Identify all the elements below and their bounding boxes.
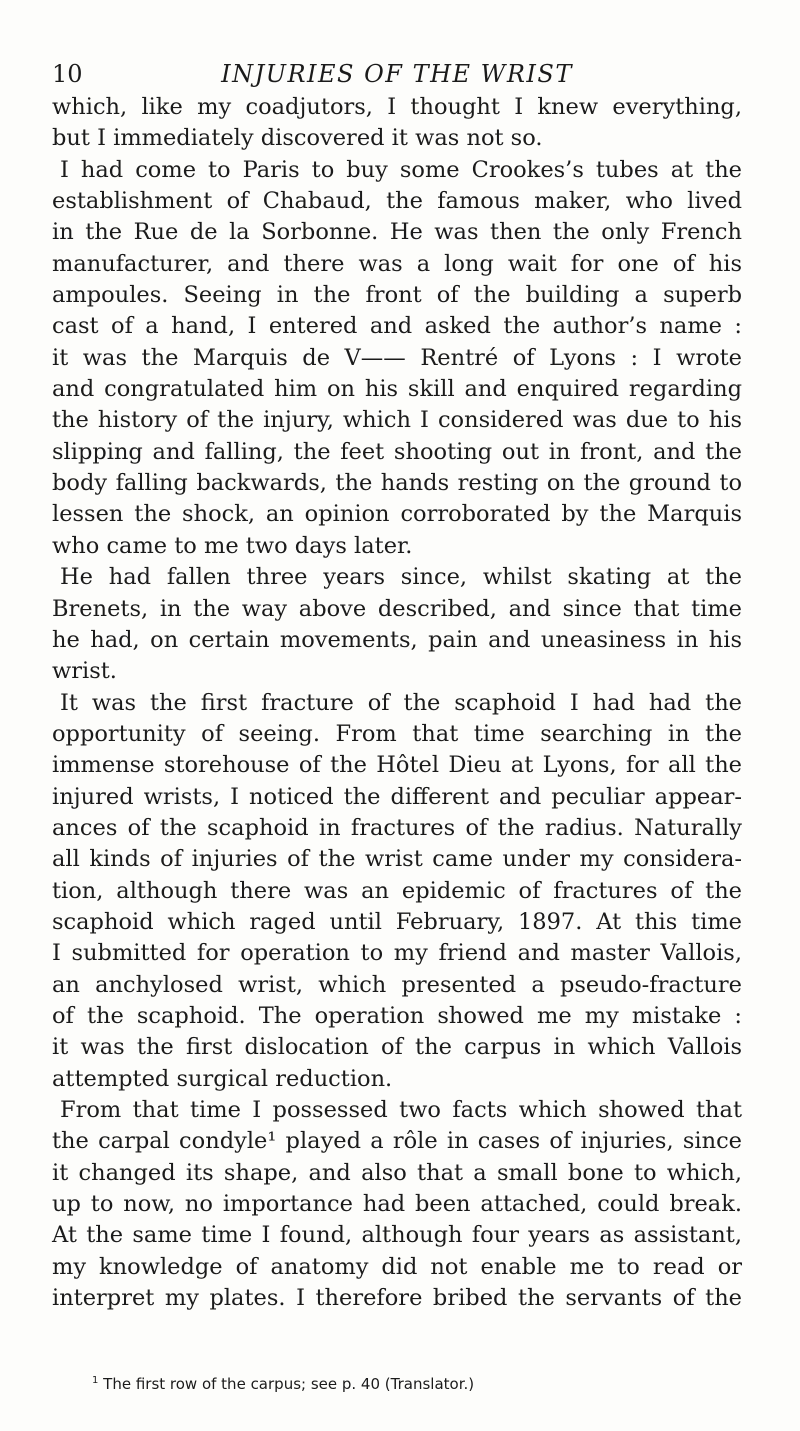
text-line: manufacturer, and there was a long wait for one of his xyxy=(52,250,742,277)
text-line: scaphoid which raged until February, 1897. At this time xyxy=(52,908,742,935)
text-line: the carpal condyle¹ played a rôle in cases of injuries, since xyxy=(52,1128,742,1155)
text-line: injured wrists, I noticed the different and peculiar appear- xyxy=(52,783,742,810)
text-line: of the scaphoid. The operation showed me my mistake : xyxy=(52,1002,742,1029)
text-line: I submitted for operation to my friend and master Vallois, xyxy=(52,940,742,967)
text-line: establishment of Chabaud, the famous maker, who lived xyxy=(52,188,742,215)
text-line: and congratulated him on his skill and enquired regarding xyxy=(52,376,742,403)
text-line: lessen the shock, an opinion corroborated by the Marquis xyxy=(52,501,742,528)
text-line: It was the first fracture of the scaphoid I had had the xyxy=(60,689,742,716)
text-line: Brenets, in the way above described, and since that time xyxy=(52,595,742,622)
running-head xyxy=(52,58,742,90)
footnote-text: The first row of the carpus; see p. 40 (Translator.) xyxy=(103,1375,475,1393)
text-line: immense storehouse of the Hôtel Dieu at Lyons, for all the xyxy=(52,752,742,779)
text-line: He had fallen three years since, whilst skating at the xyxy=(60,564,742,591)
text-line: he had, on certain movements, pain and uneasiness in his xyxy=(52,626,742,653)
text-line: At the same time I found, although four years as assistant, xyxy=(52,1222,742,1249)
text-line: ances of the scaphoid in fractures of the radius. Naturally xyxy=(52,814,742,841)
page-number: 10 xyxy=(52,60,83,88)
text-line: opportunity of seeing. From that time searching in the xyxy=(52,720,742,747)
text-line: up to now, no importance had been attached, could break. xyxy=(52,1191,742,1218)
text-line: attempted surgical reduction. xyxy=(52,1065,393,1092)
text-line: but I immediately discovered it was not so. xyxy=(52,125,543,152)
text-line: interpret my plates. I therefore bribed the servants of the xyxy=(52,1285,742,1312)
text-line: body falling backwards, the hands resting on the ground to xyxy=(52,470,742,497)
footnote-marker: 1 xyxy=(92,1375,99,1386)
text-line: it changed its shape, and also that a small bone to which, xyxy=(52,1159,742,1186)
running-title: INJURIES OF THE WRIST xyxy=(221,60,573,88)
text-line: slipping and falling, the feet shooting out in front, and the xyxy=(52,438,742,465)
text-line: I had come to Paris to buy some Crookes’s tubes at the xyxy=(60,156,742,183)
footnote xyxy=(92,1370,742,1395)
text-line: all kinds of injuries of the wrist came under my considera- xyxy=(52,846,742,873)
text-line: which, like my coadjutors, I thought I knew everything, xyxy=(52,94,742,120)
body-text xyxy=(52,92,742,1314)
text-line: who came to me two days later. xyxy=(52,532,413,559)
text-line: my knowledge of anatomy did not enable me to read or xyxy=(52,1253,742,1280)
text-line: cast of a hand, I entered and asked the author’s name : xyxy=(52,313,742,340)
text-line: tion, although there was an epidemic of fractures of the xyxy=(52,877,742,904)
text-line: it was the Marquis de V—— Rentré of Lyons : I wrote xyxy=(52,344,742,371)
text-line: an anchylosed wrist, which presented a pseudo-fracture xyxy=(52,971,742,998)
text-line: it was the first dislocation of the carpus in which Vallois xyxy=(52,1034,742,1061)
text-line: the history of the injury, which I considered was due to his xyxy=(52,407,742,434)
text-line: ampoules. Seeing in the front of the building a superb xyxy=(52,282,742,309)
text-line: wrist. xyxy=(52,658,117,685)
text-line: in the Rue de la Sorbonne. He was then the only French xyxy=(52,219,742,246)
text-line: From that time I possessed two facts which showed that xyxy=(60,1097,742,1123)
